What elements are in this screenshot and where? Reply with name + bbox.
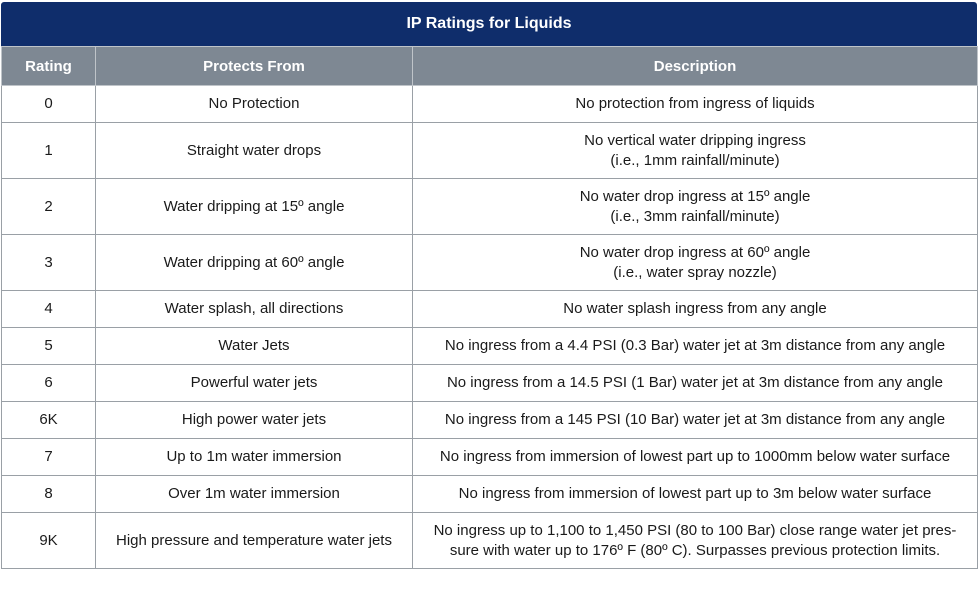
description-line: No vertical water dripping ingress bbox=[584, 131, 806, 149]
protects-from-cell: Water dripping at 15º angle bbox=[96, 179, 413, 235]
header-row bbox=[2, 47, 978, 86]
description-line: No ingress from a 145 PSI (10 Bar) water jet at 3m distance from any angle bbox=[444, 411, 946, 428]
header-protects-from: Protects From bbox=[96, 47, 413, 86]
description-line: (i.e., 1mm rainfall/minute) bbox=[610, 151, 780, 169]
protects-from-cell: Water Jets bbox=[96, 328, 413, 365]
table-row bbox=[2, 439, 978, 476]
protects-from-cell: Powerful water jets bbox=[96, 365, 413, 402]
rating-cell: 1 bbox=[2, 123, 96, 179]
description-line: No water drop ingress at 15º angle bbox=[579, 187, 811, 205]
rating-cell: 5 bbox=[2, 328, 96, 365]
description-line: No ingress from a 14.5 PSI (1 Bar) water jet at 3m distance from any angle bbox=[446, 374, 944, 391]
description-line: No ingress up to 1,100 to 1,450 PSI (80 to 100 Bar) close range water jet pres- bbox=[433, 521, 957, 539]
description-line: sure with water up to 176º F (80º C). Surpasses previous protection limits. bbox=[449, 541, 941, 559]
description-cell bbox=[413, 328, 978, 365]
protects-from-cell: Over 1m water immersion bbox=[96, 476, 413, 513]
description-cell bbox=[413, 123, 978, 179]
description-cell bbox=[413, 86, 978, 123]
protects-from-cell: Straight water drops bbox=[96, 123, 413, 179]
description-line: No ingress from immersion of lowest part up to 3m below water surface bbox=[458, 485, 932, 502]
description-cell bbox=[413, 291, 978, 328]
table-row bbox=[2, 402, 978, 439]
rating-cell: 2 bbox=[2, 179, 96, 235]
rating-cell: 9K bbox=[2, 513, 96, 569]
table-row bbox=[2, 328, 978, 365]
table-row bbox=[2, 123, 978, 179]
header-rating: Rating bbox=[2, 47, 96, 86]
description-line: No protection from ingress of liquids bbox=[575, 95, 815, 112]
description-line: No water drop ingress at 60º angle bbox=[579, 243, 811, 261]
description-cell bbox=[413, 235, 978, 291]
table-row bbox=[2, 86, 978, 123]
table-row bbox=[2, 235, 978, 291]
description-cell bbox=[413, 439, 978, 476]
ip-ratings-table bbox=[1, 46, 978, 569]
protects-from-cell: Water dripping at 60º angle bbox=[96, 235, 413, 291]
table-row bbox=[2, 179, 978, 235]
rating-cell: 7 bbox=[2, 439, 96, 476]
description-cell bbox=[413, 402, 978, 439]
description-line: (i.e., 3mm rainfall/minute) bbox=[610, 207, 780, 225]
table-row bbox=[2, 476, 978, 513]
protects-from-cell: No Protection bbox=[96, 86, 413, 123]
description-cell bbox=[413, 513, 978, 569]
rating-cell: 3 bbox=[2, 235, 96, 291]
rating-cell: 8 bbox=[2, 476, 96, 513]
protects-from-cell: Water splash, all directions bbox=[96, 291, 413, 328]
protects-from-cell: Up to 1m water immersion bbox=[96, 439, 413, 476]
table-row bbox=[2, 291, 978, 328]
protects-from-cell: High pressure and temperature water jets bbox=[96, 513, 413, 569]
table-body bbox=[2, 86, 978, 569]
header-description: Description bbox=[413, 47, 978, 86]
description-cell bbox=[413, 365, 978, 402]
description-line: No ingress from immersion of lowest part up to 1000mm below water surface bbox=[439, 448, 951, 465]
description-line: (i.e., water spray nozzle) bbox=[613, 263, 777, 281]
table-row bbox=[2, 513, 978, 569]
rating-cell: 4 bbox=[2, 291, 96, 328]
description-line: No ingress from a 4.4 PSI (0.3 Bar) water jet at 3m distance from any angle bbox=[444, 337, 946, 354]
table-row bbox=[2, 365, 978, 402]
rating-cell: 6 bbox=[2, 365, 96, 402]
protects-from-cell: High power water jets bbox=[96, 402, 413, 439]
description-cell bbox=[413, 476, 978, 513]
rating-cell: 6K bbox=[2, 402, 96, 439]
description-cell bbox=[413, 179, 978, 235]
ip-ratings-table-container bbox=[1, 2, 977, 569]
description-line: No water splash ingress from any angle bbox=[563, 300, 827, 317]
table-title: IP Ratings for Liquids bbox=[1, 2, 977, 46]
rating-cell: 0 bbox=[2, 86, 96, 123]
